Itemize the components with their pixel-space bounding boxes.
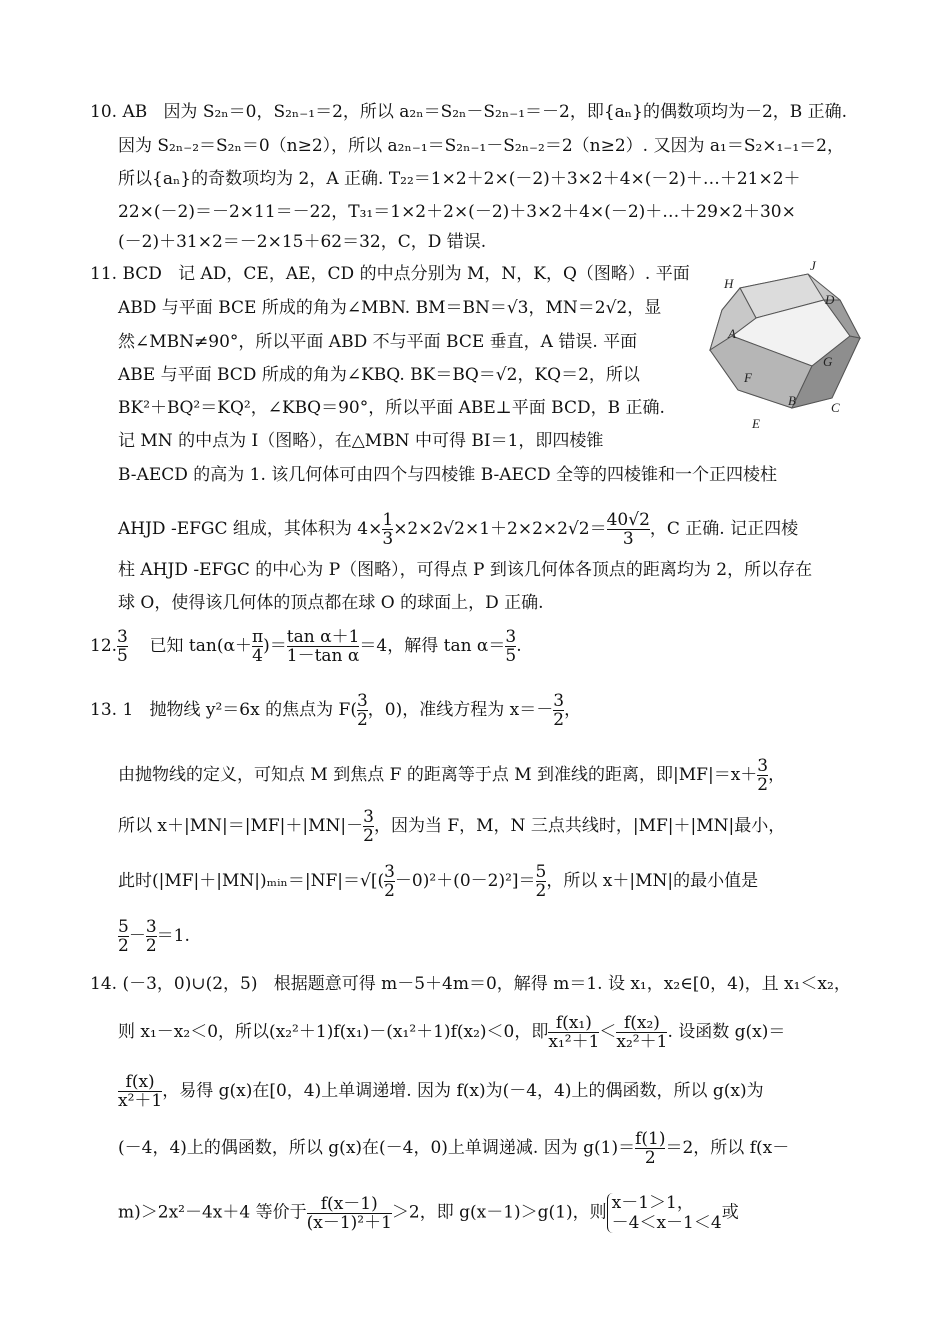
denominator: 5 — [505, 646, 517, 666]
q13-text: 抛物线 y²＝6x 的焦点为 F( — [149, 700, 357, 720]
q12-text-b: )＝ — [263, 636, 287, 656]
denominator: 5 — [117, 646, 128, 666]
polyhedron-figure — [700, 258, 875, 433]
q13-number: 13. 1 — [90, 700, 134, 720]
q13-text: － — [128, 926, 146, 946]
q12-text-a: 已知 tan(α＋ — [149, 636, 252, 656]
denominator: 1－tan α — [286, 646, 360, 666]
q13-line-2 — [118, 757, 785, 794]
denominator: (x－1)²＋1 — [306, 1212, 392, 1233]
denominator: x₁²＋1 — [548, 1032, 600, 1052]
q14-text: 或 — [721, 1202, 739, 1223]
q14-text: ＜ — [599, 1022, 617, 1042]
q13-text: ， — [768, 765, 786, 785]
q11-line-4: ABE 与平面 BCD 所成的角为∠KBQ. BK＝BQ＝√2，KQ＝2，所以 — [118, 365, 640, 385]
q11-number: 11. BCD — [90, 264, 162, 284]
numerator: 3 — [356, 691, 368, 711]
q11-line-8 — [118, 511, 798, 548]
vertex-label-f: F — [744, 370, 752, 385]
q14-text: m)＞2x²－4x＋4 等价于 — [118, 1202, 307, 1223]
q14-line-3 — [118, 1073, 764, 1110]
q11-line-9: 柱 AHJD -EFGC 的中心为 P（图略），可得点 P 到该几何体各顶点的距离均为 2，所以存在 — [118, 560, 813, 580]
numerator: 3 — [384, 862, 395, 882]
q13-text: 由抛物线的定义，可知点 M 到焦点 F 的距离等于点 M 到准线的距离，即|MF|＝x＋ — [118, 765, 758, 785]
fraction — [252, 628, 263, 665]
q11-text-1: 记 AD，CE，AE，CD 的中点分别为 M，N，K，Q（图略）. 平面 — [178, 264, 690, 284]
q13-line-5 — [118, 918, 190, 955]
numerator: 3 — [363, 807, 374, 827]
vertex-label-b: B — [788, 393, 796, 408]
numerator: 1 — [382, 510, 394, 530]
q13-text: 所以 x＋|MN|＝|MF|＋|MN|－ — [118, 816, 364, 836]
vertex-label-a: A — [728, 326, 736, 341]
q11-line-8-c: ，C 正确. 记正四棱 — [649, 519, 799, 539]
q14-text: . 设函数 g(x)＝ — [667, 1022, 786, 1042]
q13-line-4 — [118, 863, 758, 900]
q11-line-2: ABD 与平面 BCE 所成的角为∠MBN. BM＝BN＝√3，MN＝2√2，显 — [118, 298, 662, 318]
fraction — [548, 1014, 599, 1051]
q13-text: ， — [564, 700, 582, 720]
numerator: 3 — [145, 917, 157, 937]
numerator: 40√2 — [606, 510, 650, 530]
q11-line-3: 然∠MBN≠90°，所以平面 ABD 不与平面 BCE 垂直，A 错误. 平面 — [118, 332, 638, 352]
fraction — [616, 1014, 667, 1051]
numerator: f(x－1) — [320, 1193, 378, 1214]
fraction — [118, 918, 129, 955]
fraction — [505, 628, 516, 665]
q10-line-3: 所以{aₙ}的奇数项均为 2，A 正确. T₂₂＝1×2＋2×(－2)＋3×2＋4×(－2)＋…＋21×2＋ — [118, 169, 801, 189]
denominator: 2 — [635, 1148, 665, 1167]
q12-answer — [117, 628, 128, 665]
q10-line-5: (－2)＋31×2＝－2×15＋62＝32，C，D 错误. — [118, 232, 487, 252]
numerator: 5 — [118, 917, 129, 937]
q10-text-1: 因为 S₂ₙ＝0，S₂ₙ₋₁＝2，所以 a₂ₙ＝S₂ₙ－S₂ₙ₋₁＝－2，即{aₙ}的偶数项均为－2，B 正确. — [163, 102, 848, 122]
inequality-system — [607, 1193, 722, 1233]
q14-line-4 — [118, 1130, 789, 1167]
numerator: f(x₁) — [555, 1013, 592, 1033]
fraction — [553, 692, 564, 729]
denominator: 3 — [382, 529, 394, 549]
q14-line-1 — [90, 973, 851, 995]
q14-text: ，易得 g(x)在[0，4)上单调递增. 因为 f(x)为(－4，4)上的偶函数，所以 g(x)为 — [162, 1081, 764, 1101]
fraction — [607, 511, 650, 548]
fraction — [146, 918, 157, 955]
q11-line-10: 球 O，使得该几何体的顶点都在球 O 的球面上，D 正确. — [118, 593, 544, 613]
q14-text: 根据题意可得 m－5＋4m＝0，解得 m＝1. 设 x₁，x₂∈[0，4)，且 x₁＜x₂， — [273, 974, 851, 994]
fraction — [635, 1130, 665, 1167]
denominator: 2 — [145, 936, 157, 956]
denominator: 2 — [757, 775, 769, 795]
fraction — [118, 1073, 162, 1110]
q14-text: ＞2，即 g(x－1)＞g(1)，则 — [391, 1202, 607, 1223]
q14-text: ＝2，所以 f(x－ — [665, 1138, 790, 1158]
q12-line — [90, 628, 522, 665]
q13-text: ＝1. — [156, 926, 190, 946]
numerator: 3 — [757, 756, 769, 776]
numerator: 3 — [553, 691, 565, 711]
q10-line-2: 因为 S₂ₙ₋₂＝S₂ₙ＝0（n≥2），所以 a₂ₙ₋₁＝S₂ₙ₋₁－S₂ₙ₋₂＝2（n≥2）. 又因为 a₁＝S₂×₁₋₁＝2， — [118, 136, 844, 156]
q13-text: 此时(|MF|＋|MN|)ₘᵢₙ＝|NF|＝√[( — [118, 871, 385, 891]
fraction — [757, 757, 768, 794]
denominator: 2 — [553, 710, 565, 730]
q14-line-5 — [118, 1193, 739, 1233]
numerator: π — [251, 627, 264, 647]
denominator: 2 — [118, 936, 129, 956]
q14-text: (－4，4)上的偶函数，所以 g(x)在(－4，0)上单调递减. 因为 g(1)＝ — [118, 1138, 636, 1158]
denominator: 2 — [356, 710, 368, 730]
q11-line-7: B-AECD 的高为 1. 该几何体可由四个与四棱锥 B-AECD 全等的四棱锥和一个正四棱柱 — [118, 465, 777, 485]
q10-number: 10. AB — [90, 102, 148, 122]
fraction — [307, 1195, 392, 1232]
q10-line-4: 22×(－2)＝－2×11＝－22，T₃₁＝1×2＋2×(－2)＋3×2＋4×(－2)＋…＋29×2＋30× — [118, 202, 796, 222]
fraction — [382, 511, 393, 548]
q11-line-8-b: ×2×2√2×1＋2×2×2√2＝ — [393, 519, 607, 539]
q14-text: 则 x₁－x₂＜0，所以(x₂²＋1)f(x₁)－(x₁²＋1)f(x₂)＜0，即 — [118, 1022, 549, 1042]
q12-text-d: . — [516, 636, 522, 656]
numerator: 3 — [505, 627, 517, 647]
numerator: f(x) — [125, 1072, 155, 1092]
inequality-2: －4＜x－1＜4 — [611, 1213, 722, 1233]
fraction — [384, 863, 395, 900]
q11-line-1 — [90, 263, 690, 285]
q11-line-8-a: AHJD -EFGC 组成，其体积为 4× — [118, 519, 383, 539]
vertex-label-g: G — [823, 354, 833, 369]
numerator: 5 — [535, 862, 547, 882]
numerator: 3 — [117, 627, 128, 647]
fraction — [357, 692, 368, 729]
numerator: tan α＋1 — [286, 627, 360, 647]
fraction — [287, 628, 360, 665]
vertex-label-h: H — [724, 276, 734, 291]
denominator: x²＋1 — [118, 1091, 163, 1111]
fraction — [363, 808, 374, 845]
numerator: f(1) — [635, 1129, 666, 1149]
q11-line-5: BK²＋BQ²＝KQ²，∠KBQ＝90°，所以平面 ABE⊥平面 BCD，B 正确. — [118, 398, 665, 418]
q10-line-1 — [90, 101, 847, 123]
q13-text: ，所以 x＋|MN|的最小值是 — [546, 871, 759, 891]
vertex-label-d: D — [825, 292, 835, 307]
q13-text: ，0)，准线方程为 x＝－ — [367, 700, 554, 720]
denominator: 3 — [607, 529, 650, 548]
q12-text-c: ＝4，解得 tan α＝ — [359, 636, 506, 656]
q13-line-3 — [118, 808, 785, 845]
denominator: 2 — [384, 881, 395, 901]
vertex-label-c: C — [831, 400, 840, 415]
q13-line-1 — [90, 692, 581, 729]
inequality-1: x－1＞1， — [611, 1193, 694, 1213]
vertex-label-e: E — [752, 416, 760, 431]
denominator: 2 — [363, 826, 374, 846]
denominator: 4 — [252, 646, 263, 666]
q14-number: 14. (－3，0)∪(2，5) — [90, 974, 258, 994]
polyhedron-svg — [700, 258, 875, 433]
denominator: x₂²＋1 — [616, 1032, 668, 1052]
denominator: 2 — [535, 881, 547, 901]
q12-number: 12. — [90, 636, 118, 656]
q13-text: ，因为当 F，M，N 三点共线时，|MF|＋|MN|最小， — [373, 816, 786, 836]
numerator: f(x₂) — [623, 1013, 660, 1033]
fraction — [536, 863, 547, 900]
vertex-label-j: J — [810, 258, 816, 273]
q13-text: －0)²＋(0－2)²]＝ — [394, 871, 536, 891]
q14-line-2 — [118, 1014, 785, 1051]
q11-line-6: 记 MN 的中点为 I（图略），在△MBN 中可得 BI＝1，即四棱锥 — [118, 431, 604, 451]
